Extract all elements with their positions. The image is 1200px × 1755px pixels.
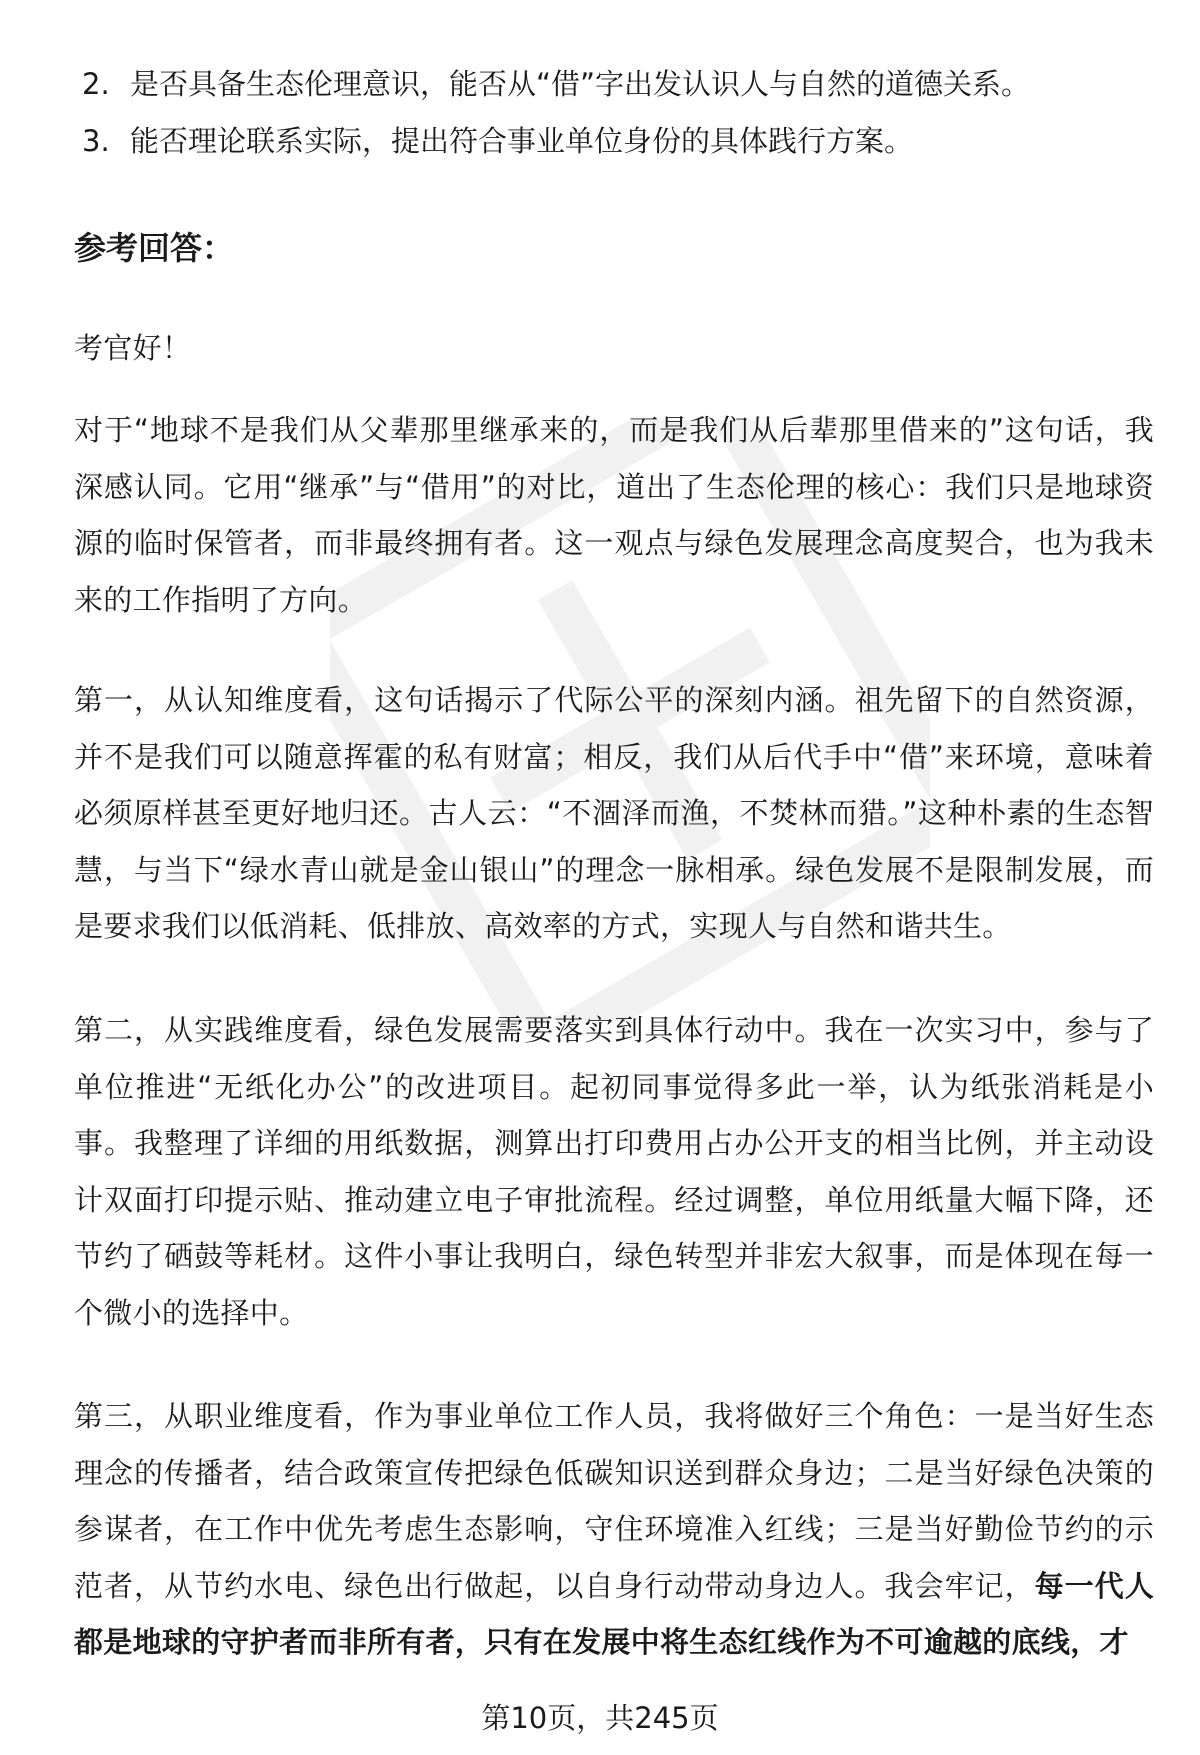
- list-item: [82, 123, 1142, 159]
- paragraph-third-point-text: 第三，从职业维度看，作为事业单位工作人员，我将做好三个角色：一是当好生态理念的传播者，结合政策宣传把绿色低碳知识送到群众身边；二是当好绿色决策的参谋者，在工作中优先考虑生态影响，守住环境准入红线；三是当好勤俭节约的示范者，从节约水电、绿色出行做起，以自身行动带动身边人。我会牢记，: [74, 1399, 1154, 1603]
- paragraph-third-point: [74, 1388, 1154, 1671]
- paragraph-first-point: 第一，从认知维度看，这句话揭示了代际公平的深刻内涵。祖先留下的自然资源，并不是我们可以随意挥霍的私有财富；相反，我们从后代手中“借”来环境，意味着必须原样甚至更好地归还。古人云：“不涸泽而渔，不焚林而猎。”这种朴素的生态智慧，与当下“绿水青山就是金山银山”的理念一脉相承。绿色发展不是限制发展，而是要求我们以低消耗、低排放、高效率的方式，实现人与自然和谐共生。: [74, 683, 1154, 943]
- list-item-number: 2.: [82, 67, 110, 101]
- section-heading: 参考回答：: [74, 229, 235, 267]
- page-number-footer: 第10页，共245页: [481, 1701, 719, 1735]
- paragraph-intro: 对于“地球不是我们从父辈那里继承来的，而是我们从后辈那里借来的”这句话，我深感认同。它用“继承”与“借用”的对比，道出了生态伦理的核心：我们只是地球资源的临时保管者，而非最终拥有者。这一观点与绿色发展理念高度契合，也为我未来的工作指明了方向。: [74, 413, 1154, 617]
- paragraph-second-point: 第二，从实践维度看，绿色发展需要落实到具体行动中。我在一次实习中，参与了单位推进“无纸化办公”的改进项目。起初同事觉得多此一举，认为纸张消耗是小事。我整理了详细的用纸数据，测算出打印费用占办公开支的相当比例，并主动设计双面打印提示贴、推动建立电子审批流程。经过调整，单位用纸量大幅下降，还节约了硒鼓等耗材。这件小事让我明白，绿色转型并非宏大叙事，而是体现在每一个微小的选择中。: [74, 1013, 1154, 1330]
- criteria-list: [82, 66, 1142, 180]
- list-item-text: 是否具备生态伦理意识，能否从“借”字出发认识人与自然的道德关系。: [130, 67, 1031, 101]
- list-item: [82, 66, 1142, 102]
- list-item-text: 能否理论联系实际，提出符合事业单位身份的具体践行方案。: [130, 124, 914, 158]
- list-item-number: 3.: [82, 124, 110, 158]
- paragraph-third-point-emphasis: 每一代人都是地球的守护者而非所有者，只有在发展中将生态红线作为不可逾越的底线，才: [74, 1568, 1154, 1659]
- greeting-text: 考官好！: [74, 331, 192, 365]
